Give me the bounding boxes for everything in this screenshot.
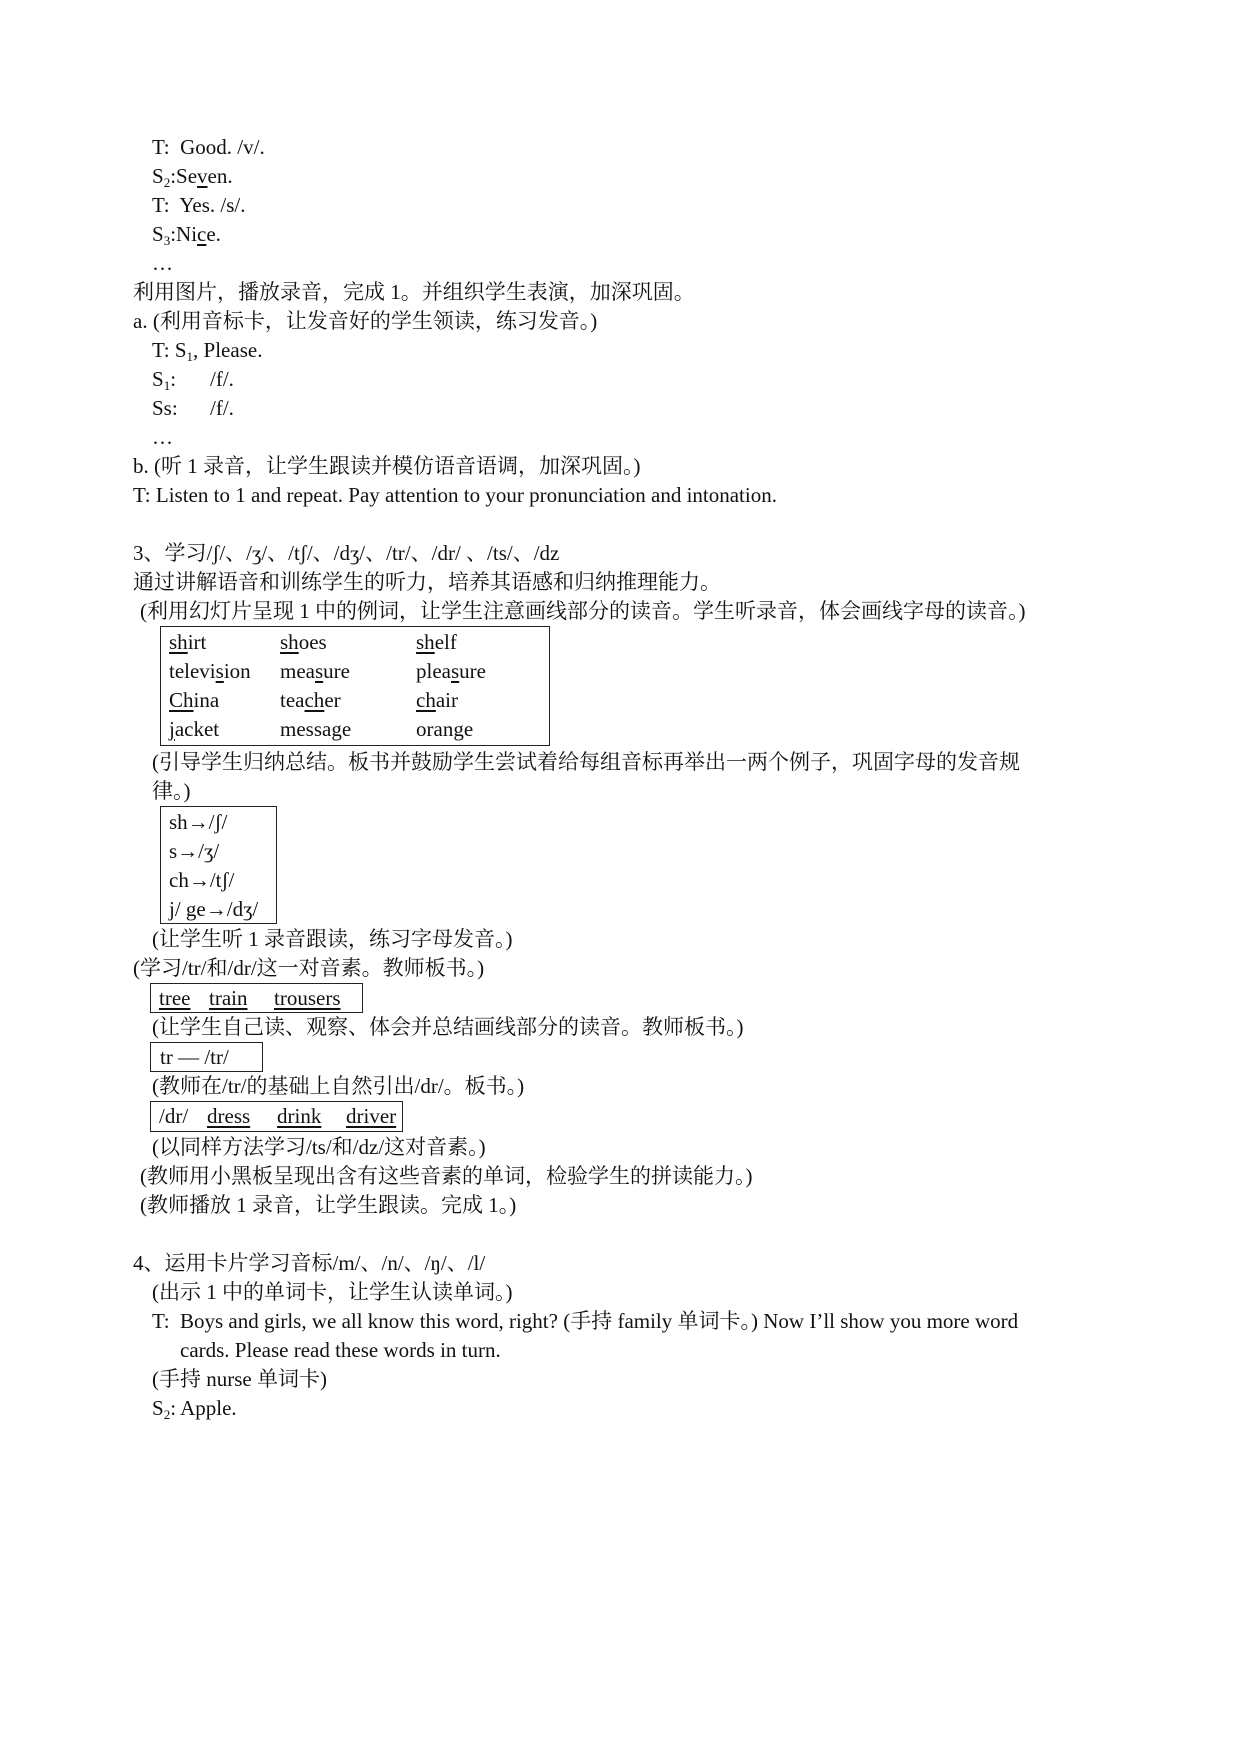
speaker-subscript: 2 <box>163 1407 171 1422</box>
play-note: (教师播放 1 录音，让学生跟读。完成 1。) <box>140 1193 517 1217</box>
guide-note: (引导学生归纳总结。板书并鼓励学生尝试着给每组音标再举出一两个例子，巩固字母的发音规 <box>152 750 1020 774</box>
example-word: chair <box>416 688 458 712</box>
ellipsis: … <box>152 251 173 275</box>
example-word: teacher <box>280 688 341 712</box>
example-word-table <box>160 626 550 746</box>
step-a-s1-line <box>152 366 176 392</box>
line-prefix: T: S <box>152 338 187 362</box>
speaker-label: S <box>152 222 164 246</box>
dr-word: drink <box>277 1104 322 1128</box>
dialog-text: : Apple. <box>170 1396 237 1420</box>
dr-word: driver <box>346 1104 397 1128</box>
line-suffix: , Please. <box>193 338 263 362</box>
dr-intro-note: (教师在/tr/的基础上自然引出/dr/。板书。) <box>152 1074 525 1098</box>
dr-sound: /dr/ <box>159 1104 189 1128</box>
speaker-label: S <box>152 367 164 391</box>
speaker-label: T: <box>152 193 170 217</box>
section-3-heading: 3、学习/ʃ/、/ʒ/、/tʃ/、/dʒ/、/tr/、/dr/ 、/ts/、/dz <box>133 541 560 565</box>
ellipsis: … <box>152 425 173 449</box>
card-note: (出示 1 中的单词卡，让学生认读单词。) <box>152 1280 513 1304</box>
step-b-title: b. (听 1 录音，让学生跟读并模仿语音语调，加深巩固。) <box>133 454 641 478</box>
dialog-line-t-yes <box>152 192 246 218</box>
underlined-letter: v <box>197 164 208 188</box>
section-4-heading: 4、运用卡片学习音标/m/、/n/、/ŋ/、/l/ <box>133 1251 486 1275</box>
example-word: jacket <box>169 717 220 741</box>
slide-note: (利用幻灯片呈现 1 中的例词，让学生注意画线部分的读音。学生听录音，体会画线字母的读音。) <box>140 599 1026 623</box>
speaker-subscript: 1 <box>186 349 194 364</box>
tr-rule: tr — /tr/ <box>160 1045 229 1069</box>
speaker-colon: : <box>170 367 177 391</box>
example-word: shoes <box>280 630 327 654</box>
word-prefix: Se <box>176 164 198 188</box>
dialog-line-s2-seven <box>152 163 233 189</box>
step-a-s1-sound: /f/. <box>210 367 234 391</box>
tr-word: train <box>209 986 248 1010</box>
speaker-subscript: 1 <box>163 378 171 393</box>
example-word: China <box>169 688 220 712</box>
example-word: pleasure <box>416 659 486 683</box>
listen-note: (让学生听 1 录音跟读，练习字母发音。) <box>152 927 513 951</box>
tr-dr-note: (学习/tr/和/dr/这一对音素。教师板书。) <box>133 956 485 980</box>
speaker-colon: : <box>170 222 177 246</box>
example-word: shirt <box>169 630 207 654</box>
example-word: television <box>169 659 251 683</box>
section-3-purpose: 通过讲解语音和训练学生的听力，培养其语感和归纳推理能力。 <box>133 570 721 594</box>
example-word: measure <box>280 659 350 683</box>
example-word: message <box>280 717 352 741</box>
ts-dz-note: (以同样方法学习/ts/和/dz/这对音素。) <box>152 1135 486 1159</box>
dr-word: dress <box>207 1104 251 1128</box>
tr-words-box <box>150 983 363 1013</box>
step-a-teacher-line <box>152 337 262 363</box>
speaker-label: T: <box>152 135 170 159</box>
intro-line: 利用图片，播放录音，完成 1。并组织学生表演，加深巩固。 <box>133 280 695 304</box>
student-line-s2 <box>152 1395 237 1421</box>
tr-word: tree <box>159 986 191 1010</box>
step-a-ss-label: Ss: <box>152 396 178 420</box>
word-prefix: Ni <box>176 222 198 246</box>
speaker-colon: : <box>170 164 177 188</box>
step-a-ss-sound: /f/. <box>210 396 234 420</box>
dialog-text: Yes. /s/. <box>179 193 246 217</box>
speaker-label: S <box>152 1396 164 1420</box>
sound-rule: s→/ʒ/ <box>169 839 220 863</box>
dr-words-box <box>150 1101 403 1132</box>
sound-rule-box <box>160 806 277 924</box>
observe-note: (让学生自己读、观察、体会并总结画线部分的读音。教师板书。) <box>152 1015 744 1039</box>
tr-word: trousers <box>274 986 341 1010</box>
dialog-line-s3-nice <box>152 221 221 247</box>
word-suffix: en. <box>207 164 233 188</box>
sound-rule: ch→/tʃ/ <box>169 868 235 892</box>
dialog-line-t-good <box>152 134 265 160</box>
example-word: orange <box>416 717 474 741</box>
underlined-letter: c <box>197 222 207 246</box>
speaker-label: S <box>152 164 164 188</box>
word-suffix: e. <box>206 222 221 246</box>
nurse-card-note: (手持 nurse 单词卡) <box>152 1367 327 1391</box>
blackboard-note: (教师用小黑板呈现出含有这些音素的单词，检验学生的拼读能力。) <box>140 1164 753 1188</box>
teacher-line: Boys and girls, we all know this word, right? (手持 family 单词卡。) Now I’ll show you more word <box>180 1309 1019 1333</box>
guide-note-continued: 律。) <box>152 779 191 803</box>
sound-rule: j/ ge→/dʒ/ <box>169 897 259 921</box>
example-word: shelf <box>416 630 457 654</box>
speaker-subscript: 3 <box>163 233 171 248</box>
speaker-subscript: 2 <box>163 175 171 190</box>
teacher-line-continued: cards. Please read these words in turn. <box>180 1338 501 1362</box>
dialog-text: Good. /v/. <box>180 135 265 159</box>
sound-rule: sh→/ʃ/ <box>169 810 228 834</box>
step-a-title: a. (利用音标卡，让发音好的学生领读，练习发音。) <box>133 309 598 333</box>
step-b-teacher-line: T: Listen to 1 and repeat. Pay attention to your pronunciation and intonation. <box>133 483 777 507</box>
teacher-speaker-label: T: <box>152 1309 170 1333</box>
tr-rule-box <box>150 1042 263 1072</box>
